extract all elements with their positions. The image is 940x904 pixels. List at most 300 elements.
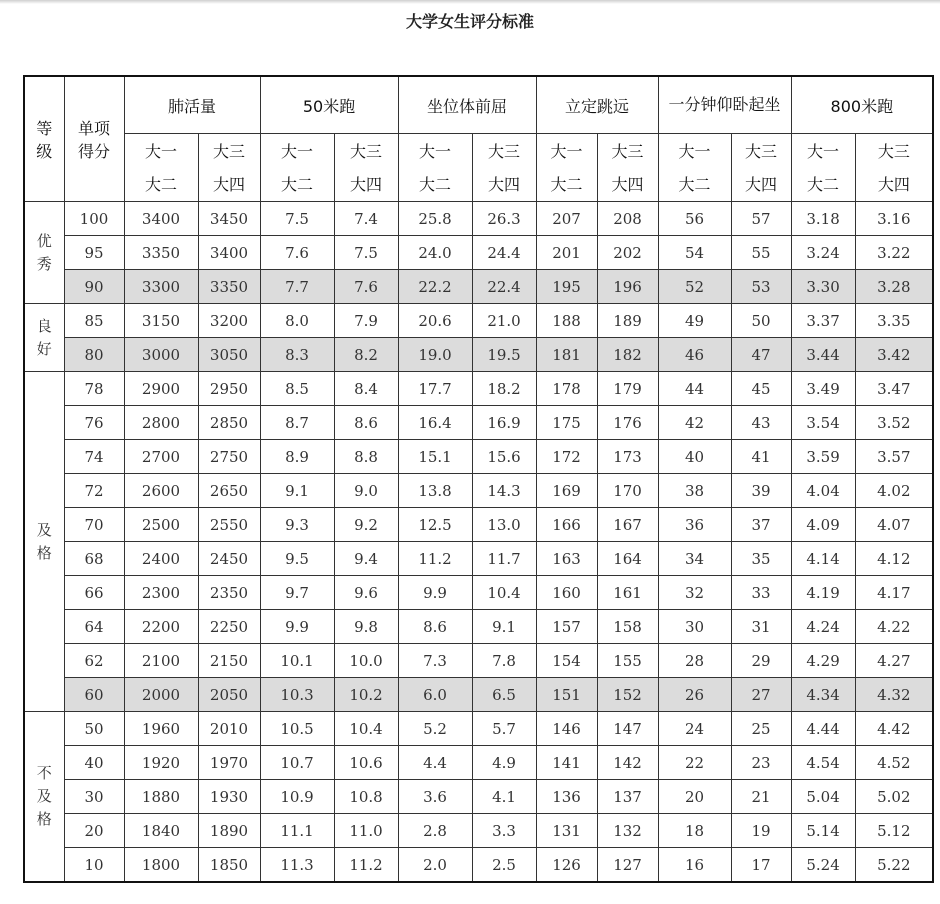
- value-cell: 47: [731, 338, 791, 372]
- value-cell: 16: [658, 848, 731, 883]
- subheader-year3-4: 大三 大四: [731, 134, 791, 202]
- value-cell: 178: [536, 372, 597, 406]
- value-cell: 10.6: [334, 746, 398, 780]
- score-cell: 76: [64, 406, 124, 440]
- value-cell: 40: [658, 440, 731, 474]
- value-cell: 3.22: [855, 236, 933, 270]
- subheader-year1-2: 大一 大二: [398, 134, 472, 202]
- value-cell: 3.3: [472, 814, 536, 848]
- value-cell: 4.32: [855, 678, 933, 712]
- value-cell: 2200: [124, 610, 198, 644]
- table-row: [24, 542, 933, 576]
- value-cell: 28: [658, 644, 731, 678]
- score-cell: 30: [64, 780, 124, 814]
- value-cell: 31: [731, 610, 791, 644]
- table-row: [24, 848, 933, 883]
- value-cell: 29: [731, 644, 791, 678]
- value-cell: 141: [536, 746, 597, 780]
- value-cell: 202: [597, 236, 658, 270]
- value-cell: 8.9: [260, 440, 334, 474]
- value-cell: 7.6: [334, 270, 398, 304]
- value-cell: 173: [597, 440, 658, 474]
- value-cell: 18.2: [472, 372, 536, 406]
- grade-cell: 良好: [24, 304, 64, 372]
- value-cell: 1840: [124, 814, 198, 848]
- value-cell: 4.12: [855, 542, 933, 576]
- value-cell: 5.7: [472, 712, 536, 746]
- top-divider: [0, 0, 940, 4]
- value-cell: 3.59: [791, 440, 855, 474]
- value-cell: 4.4: [398, 746, 472, 780]
- value-cell: 16.4: [398, 406, 472, 440]
- value-cell: 52: [658, 270, 731, 304]
- value-cell: 2750: [198, 440, 260, 474]
- value-cell: 9.8: [334, 610, 398, 644]
- value-cell: 9.1: [472, 610, 536, 644]
- value-cell: 2100: [124, 644, 198, 678]
- score-header-line: 得分: [77, 142, 110, 161]
- value-cell: 154: [536, 644, 597, 678]
- value-cell: 2150: [198, 644, 260, 678]
- value-cell: 8.6: [398, 610, 472, 644]
- table-row: [24, 610, 933, 644]
- value-cell: 5.24: [791, 848, 855, 883]
- value-cell: 34: [658, 542, 731, 576]
- score-cell: 90: [64, 270, 124, 304]
- value-cell: 4.1: [472, 780, 536, 814]
- value-cell: 8.2: [334, 338, 398, 372]
- value-cell: 176: [597, 406, 658, 440]
- value-cell: 11.7: [472, 542, 536, 576]
- value-cell: 170: [597, 474, 658, 508]
- score-cell: 10: [64, 848, 124, 883]
- value-cell: 8.7: [260, 406, 334, 440]
- value-cell: 37: [731, 508, 791, 542]
- value-cell: 7.4: [334, 202, 398, 236]
- value-cell: 11.2: [334, 848, 398, 883]
- value-cell: 3.16: [855, 202, 933, 236]
- value-cell: 8.6: [334, 406, 398, 440]
- column-header-vital-capacity: 肺活量: [124, 76, 260, 134]
- value-cell: 4.52: [855, 746, 933, 780]
- value-cell: 151: [536, 678, 597, 712]
- value-cell: 157: [536, 610, 597, 644]
- value-cell: 161: [597, 576, 658, 610]
- value-cell: 2.5: [472, 848, 536, 883]
- value-cell: 3.37: [791, 304, 855, 338]
- value-cell: 167: [597, 508, 658, 542]
- value-cell: 3400: [198, 236, 260, 270]
- value-cell: 2950: [198, 372, 260, 406]
- value-cell: 2700: [124, 440, 198, 474]
- value-cell: 3050: [198, 338, 260, 372]
- value-cell: 189: [597, 304, 658, 338]
- value-cell: 21.0: [472, 304, 536, 338]
- score-cell: 74: [64, 440, 124, 474]
- table-row: [24, 372, 933, 406]
- table-body: [24, 202, 933, 883]
- value-cell: 3400: [124, 202, 198, 236]
- value-cell: 1970: [198, 746, 260, 780]
- value-cell: 2250: [198, 610, 260, 644]
- value-cell: 5.04: [791, 780, 855, 814]
- value-cell: 1890: [198, 814, 260, 848]
- value-cell: 53: [731, 270, 791, 304]
- score-cell: 64: [64, 610, 124, 644]
- value-cell: 3.52: [855, 406, 933, 440]
- value-cell: 43: [731, 406, 791, 440]
- subheader-year3-4: 大三 大四: [855, 134, 933, 202]
- value-cell: 8.3: [260, 338, 334, 372]
- value-cell: 46: [658, 338, 731, 372]
- value-cell: 6.0: [398, 678, 472, 712]
- value-cell: 3.44: [791, 338, 855, 372]
- value-cell: 9.1: [260, 474, 334, 508]
- value-cell: 182: [597, 338, 658, 372]
- value-cell: 4.14: [791, 542, 855, 576]
- value-cell: 3.6: [398, 780, 472, 814]
- value-cell: 16.9: [472, 406, 536, 440]
- value-cell: 19: [731, 814, 791, 848]
- value-cell: 19.0: [398, 338, 472, 372]
- value-cell: 132: [597, 814, 658, 848]
- score-cell: 100: [64, 202, 124, 236]
- table-row: [24, 236, 933, 270]
- subheader-year3-4: 大三 大四: [334, 134, 398, 202]
- value-cell: 164: [597, 542, 658, 576]
- subheader-year3-4: 大三 大四: [198, 134, 260, 202]
- value-cell: 8.5: [260, 372, 334, 406]
- value-cell: 152: [597, 678, 658, 712]
- table-row: [24, 746, 933, 780]
- value-cell: 5.14: [791, 814, 855, 848]
- value-cell: 54: [658, 236, 731, 270]
- value-cell: 2550: [198, 508, 260, 542]
- value-cell: 2.0: [398, 848, 472, 883]
- value-cell: 9.5: [260, 542, 334, 576]
- value-cell: 9.9: [398, 576, 472, 610]
- value-cell: 2600: [124, 474, 198, 508]
- value-cell: 11.0: [334, 814, 398, 848]
- value-cell: 2400: [124, 542, 198, 576]
- value-cell: 5.2: [398, 712, 472, 746]
- column-header-standing-long-jump: 立定跳远: [536, 76, 658, 134]
- value-cell: 7.7: [260, 270, 334, 304]
- subheader-year1-2: 大一 大二: [658, 134, 731, 202]
- value-cell: 38: [658, 474, 731, 508]
- value-cell: 3.30: [791, 270, 855, 304]
- value-cell: 163: [536, 542, 597, 576]
- value-cell: 30: [658, 610, 731, 644]
- value-cell: 25.8: [398, 202, 472, 236]
- value-cell: 5.02: [855, 780, 933, 814]
- score-cell: 68: [64, 542, 124, 576]
- subheader-year3-4: 大三 大四: [597, 134, 658, 202]
- value-cell: 22.2: [398, 270, 472, 304]
- score-cell: 60: [64, 678, 124, 712]
- table-row: [24, 576, 933, 610]
- value-cell: 131: [536, 814, 597, 848]
- value-cell: 2050: [198, 678, 260, 712]
- value-cell: 158: [597, 610, 658, 644]
- value-cell: 15.1: [398, 440, 472, 474]
- value-cell: 7.6: [260, 236, 334, 270]
- value-cell: 57: [731, 202, 791, 236]
- table-row: [24, 780, 933, 814]
- value-cell: 41: [731, 440, 791, 474]
- value-cell: 10.7: [260, 746, 334, 780]
- subheader-year3-4: 大三 大四: [472, 134, 536, 202]
- value-cell: 7.5: [334, 236, 398, 270]
- score-cell: 95: [64, 236, 124, 270]
- value-cell: 10.3: [260, 678, 334, 712]
- page-title: 大学女生评分标准: [405, 12, 534, 31]
- value-cell: 10.4: [334, 712, 398, 746]
- value-cell: 24.4: [472, 236, 536, 270]
- value-cell: 146: [536, 712, 597, 746]
- score-cell: 70: [64, 508, 124, 542]
- value-cell: 3450: [198, 202, 260, 236]
- value-cell: 3.28: [855, 270, 933, 304]
- value-cell: 8.4: [334, 372, 398, 406]
- subheader-year1-2: 大一 大二: [260, 134, 334, 202]
- value-cell: 3350: [124, 236, 198, 270]
- subheader-year1-2: 大一 大二: [124, 134, 198, 202]
- value-cell: 1880: [124, 780, 198, 814]
- value-cell: 39: [731, 474, 791, 508]
- value-cell: 9.9: [260, 610, 334, 644]
- value-cell: 169: [536, 474, 597, 508]
- value-cell: 26.3: [472, 202, 536, 236]
- subheader-year1-2: 大一 大二: [791, 134, 855, 202]
- table-row: [24, 814, 933, 848]
- value-cell: 4.9: [472, 746, 536, 780]
- grade-header: [24, 76, 64, 202]
- value-cell: 201: [536, 236, 597, 270]
- value-cell: 15.6: [472, 440, 536, 474]
- value-cell: 4.24: [791, 610, 855, 644]
- value-cell: 4.27: [855, 644, 933, 678]
- value-cell: 7.5: [260, 202, 334, 236]
- value-cell: 3350: [198, 270, 260, 304]
- value-cell: 4.07: [855, 508, 933, 542]
- value-cell: 4.17: [855, 576, 933, 610]
- value-cell: 172: [536, 440, 597, 474]
- value-cell: 1920: [124, 746, 198, 780]
- grade-cell: 及格: [24, 372, 64, 712]
- score-cell: 85: [64, 304, 124, 338]
- value-cell: 35: [731, 542, 791, 576]
- value-cell: 126: [536, 848, 597, 883]
- value-cell: 5.12: [855, 814, 933, 848]
- value-cell: 4.54: [791, 746, 855, 780]
- value-cell: 207: [536, 202, 597, 236]
- score-cell: 50: [64, 712, 124, 746]
- value-cell: 12.5: [398, 508, 472, 542]
- value-cell: 3.24: [791, 236, 855, 270]
- value-cell: 55: [731, 236, 791, 270]
- value-cell: 179: [597, 372, 658, 406]
- score-header: [64, 76, 124, 202]
- value-cell: 56: [658, 202, 731, 236]
- value-cell: 4.02: [855, 474, 933, 508]
- value-cell: 3000: [124, 338, 198, 372]
- value-cell: 196: [597, 270, 658, 304]
- value-cell: 26: [658, 678, 731, 712]
- table-row: [24, 202, 933, 236]
- value-cell: 195: [536, 270, 597, 304]
- value-cell: 14.3: [472, 474, 536, 508]
- value-cell: 3.42: [855, 338, 933, 372]
- score-cell: 20: [64, 814, 124, 848]
- value-cell: 7.3: [398, 644, 472, 678]
- value-cell: 10.9: [260, 780, 334, 814]
- value-cell: 142: [597, 746, 658, 780]
- value-cell: 147: [597, 712, 658, 746]
- value-cell: 11.1: [260, 814, 334, 848]
- value-cell: 10.1: [260, 644, 334, 678]
- value-cell: 1850: [198, 848, 260, 883]
- value-cell: 208: [597, 202, 658, 236]
- value-cell: 24.0: [398, 236, 472, 270]
- value-cell: 2450: [198, 542, 260, 576]
- score-cell: 80: [64, 338, 124, 372]
- table-header: [24, 76, 933, 202]
- value-cell: 9.6: [334, 576, 398, 610]
- value-cell: 4.42: [855, 712, 933, 746]
- value-cell: 32: [658, 576, 731, 610]
- value-cell: 160: [536, 576, 597, 610]
- value-cell: 21: [731, 780, 791, 814]
- table-row: [24, 712, 933, 746]
- value-cell: 49: [658, 304, 731, 338]
- value-cell: 19.5: [472, 338, 536, 372]
- subheader-row: [24, 134, 933, 202]
- table-row: [24, 406, 933, 440]
- value-cell: 10.4: [472, 576, 536, 610]
- value-cell: 22.4: [472, 270, 536, 304]
- value-cell: 5.22: [855, 848, 933, 883]
- value-cell: 42: [658, 406, 731, 440]
- value-cell: 3.18: [791, 202, 855, 236]
- value-cell: 25: [731, 712, 791, 746]
- score-cell: 62: [64, 644, 124, 678]
- value-cell: 9.0: [334, 474, 398, 508]
- value-cell: 166: [536, 508, 597, 542]
- table-row: [24, 644, 933, 678]
- value-cell: 11.3: [260, 848, 334, 883]
- score-cell: 72: [64, 474, 124, 508]
- value-cell: 2650: [198, 474, 260, 508]
- value-cell: 4.29: [791, 644, 855, 678]
- value-cell: 10.0: [334, 644, 398, 678]
- score-header-line: 单项: [77, 119, 110, 138]
- value-cell: 4.09: [791, 508, 855, 542]
- value-cell: 3200: [198, 304, 260, 338]
- column-header-50m-run: 50米跑: [260, 76, 398, 134]
- value-cell: 17.7: [398, 372, 472, 406]
- value-cell: 8.8: [334, 440, 398, 474]
- value-cell: 50: [731, 304, 791, 338]
- value-cell: 17: [731, 848, 791, 883]
- value-cell: 13.0: [472, 508, 536, 542]
- value-cell: 3150: [124, 304, 198, 338]
- value-cell: 155: [597, 644, 658, 678]
- value-cell: 33: [731, 576, 791, 610]
- table-row: [24, 508, 933, 542]
- value-cell: 4.04: [791, 474, 855, 508]
- subheader-year1-2: 大一 大二: [536, 134, 597, 202]
- value-cell: 3.57: [855, 440, 933, 474]
- value-cell: 6.5: [472, 678, 536, 712]
- value-cell: 3.54: [791, 406, 855, 440]
- value-cell: 2010: [198, 712, 260, 746]
- value-cell: 4.34: [791, 678, 855, 712]
- value-cell: 9.3: [260, 508, 334, 542]
- value-cell: 2000: [124, 678, 198, 712]
- value-cell: 20: [658, 780, 731, 814]
- value-cell: 188: [536, 304, 597, 338]
- value-cell: 7.9: [334, 304, 398, 338]
- value-cell: 8.0: [260, 304, 334, 338]
- value-cell: 13.8: [398, 474, 472, 508]
- value-cell: 20.6: [398, 304, 472, 338]
- score-cell: 40: [64, 746, 124, 780]
- score-standard-table: [23, 75, 934, 883]
- value-cell: 2850: [198, 406, 260, 440]
- value-cell: 10.5: [260, 712, 334, 746]
- value-cell: 2300: [124, 576, 198, 610]
- value-cell: 10.8: [334, 780, 398, 814]
- table-row: [24, 338, 933, 372]
- table-row: [24, 304, 933, 338]
- value-cell: 22: [658, 746, 731, 780]
- grade-header-line: 级: [36, 142, 53, 161]
- value-cell: 2.8: [398, 814, 472, 848]
- value-cell: 1800: [124, 848, 198, 883]
- value-cell: 136: [536, 780, 597, 814]
- grade-cell: 不及格: [24, 712, 64, 883]
- value-cell: 23: [731, 746, 791, 780]
- score-cell: 66: [64, 576, 124, 610]
- value-cell: 3.47: [855, 372, 933, 406]
- grade-cell: 优秀: [24, 202, 64, 304]
- column-header-sit-ups: 一分钟仰卧起坐: [658, 76, 791, 134]
- value-cell: 18: [658, 814, 731, 848]
- value-cell: 1960: [124, 712, 198, 746]
- value-cell: 3.35: [855, 304, 933, 338]
- value-cell: 181: [536, 338, 597, 372]
- value-cell: 2800: [124, 406, 198, 440]
- table-row: [24, 678, 933, 712]
- table-row: [24, 270, 933, 304]
- value-cell: 44: [658, 372, 731, 406]
- value-cell: 9.4: [334, 542, 398, 576]
- value-cell: 2350: [198, 576, 260, 610]
- column-header-800m-run: 800米跑: [791, 76, 933, 134]
- value-cell: 24: [658, 712, 731, 746]
- value-cell: 36: [658, 508, 731, 542]
- value-cell: 3300: [124, 270, 198, 304]
- value-cell: 1930: [198, 780, 260, 814]
- value-cell: 9.7: [260, 576, 334, 610]
- value-cell: 2900: [124, 372, 198, 406]
- value-cell: 127: [597, 848, 658, 883]
- value-cell: 4.19: [791, 576, 855, 610]
- value-cell: 2500: [124, 508, 198, 542]
- table-row: [24, 474, 933, 508]
- value-cell: 3.49: [791, 372, 855, 406]
